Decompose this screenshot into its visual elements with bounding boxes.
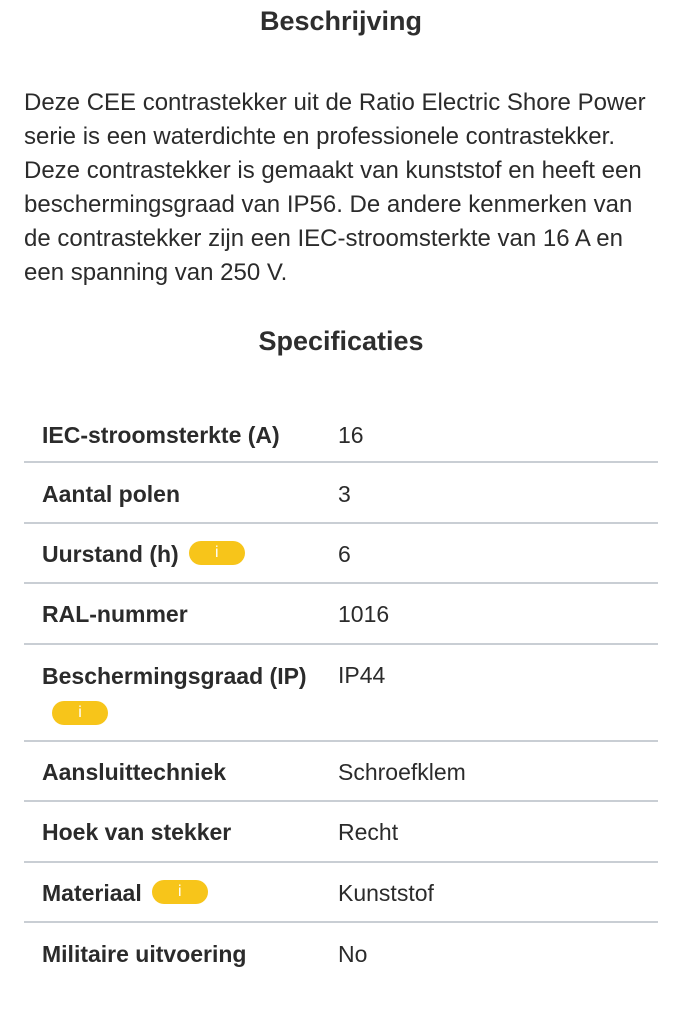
description-text: Deze CEE contrastekker uit de Ratio Electric Shore Power serie is een waterdichte en professionele contrastekker. Deze contrastekker is gemaakt van kunststof en heeft een beschermingsgraad van IP56. De andere kenmerken van de contrastekker zijn een IEC-stroomsterkte van 16 A en een spanning van 250 V.: [24, 89, 646, 286]
spec-value: 16: [338, 422, 364, 448]
info-icon[interactable]: i: [152, 880, 208, 904]
spec-value: Recht: [338, 819, 399, 845]
info-icon[interactable]: i: [189, 541, 245, 565]
spec-value: Kunststof: [338, 880, 434, 906]
info-icon[interactable]: i: [52, 701, 108, 725]
spec-value: 1016: [338, 601, 390, 627]
spec-row: [24, 645, 658, 742]
spec-row: [24, 742, 658, 802]
spec-value: 3: [338, 481, 351, 507]
spec-label: IEC-stroomsterkte (A): [42, 422, 280, 448]
spec-label: Beschermingsgraad (IP): [42, 663, 307, 689]
spec-row: [24, 405, 658, 463]
spec-label-with-info: [24, 657, 338, 740]
spec-row: [24, 923, 658, 983]
specifications-table: [24, 405, 658, 983]
spec-label: Militaire uitvoering: [42, 941, 247, 967]
spec-row: [24, 463, 658, 524]
spec-label-with-info: [24, 536, 338, 582]
spec-label: Aansluittechniek: [42, 759, 227, 785]
spec-label: Materiaal: [42, 880, 142, 906]
spec-value: Schroefklem: [338, 759, 466, 785]
spec-row: [24, 524, 658, 584]
spec-row: [24, 584, 658, 645]
spec-label: Aantal polen: [42, 481, 181, 507]
spec-value: 6: [338, 541, 351, 567]
spec-value: No: [338, 941, 368, 967]
specifications-heading: Specificaties: [258, 326, 424, 356]
spec-label: Uurstand (h): [42, 541, 179, 567]
spec-row: [24, 802, 658, 863]
description-heading: Beschrijving: [259, 6, 423, 36]
spec-value: IP44: [338, 662, 386, 688]
spec-row: [24, 863, 658, 923]
spec-label-with-info: [24, 875, 338, 921]
spec-label: Hoek van stekker: [42, 819, 232, 845]
spec-label: RAL-nummer: [42, 601, 188, 627]
